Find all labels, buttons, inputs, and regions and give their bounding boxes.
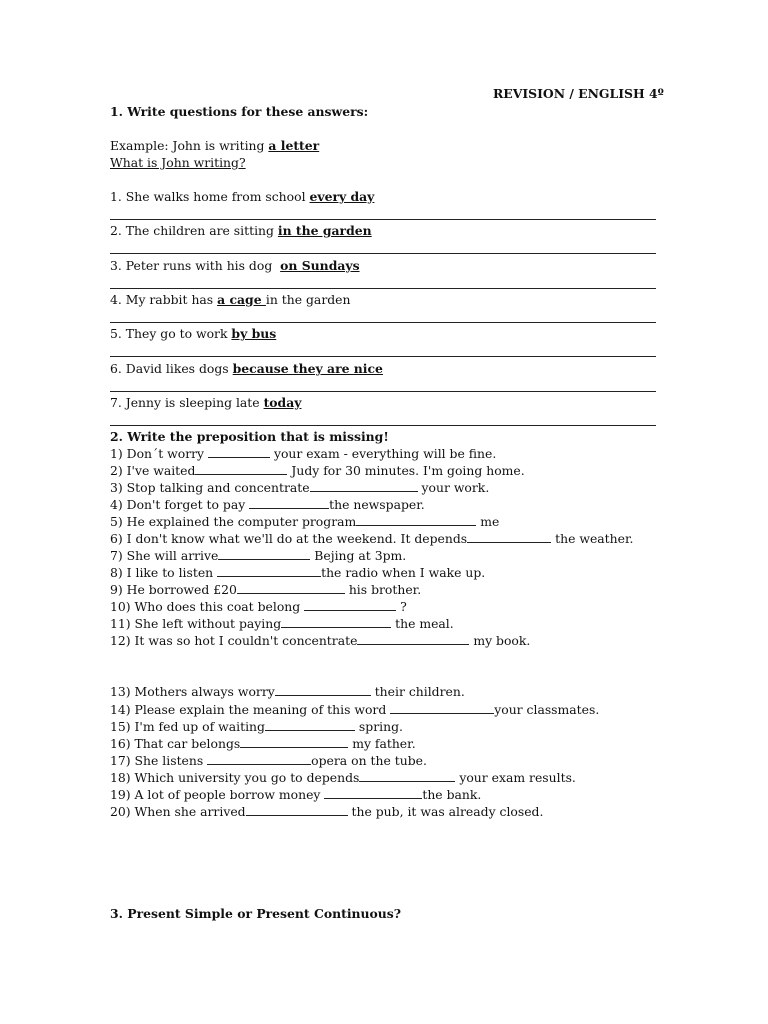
answer-line[interactable]	[110, 219, 656, 220]
gap-text-end: ?	[396, 599, 407, 614]
gap-text-start: 13) Mothers always worry	[110, 684, 275, 699]
answer-line[interactable]	[110, 288, 656, 289]
gap-blank[interactable]	[240, 736, 348, 748]
gap-item	[110, 565, 485, 580]
question-item	[110, 189, 374, 204]
gap-item	[110, 582, 421, 597]
gap-item	[110, 548, 406, 563]
question-text: 7. Jenny is sleeping late	[110, 395, 264, 410]
gap-item	[110, 804, 543, 819]
gap-text-start: 9) He borrowed £20	[110, 582, 237, 597]
gap-text-end: your work.	[417, 480, 490, 495]
gap-text-end: your exam results.	[455, 770, 576, 785]
gap-blank[interactable]	[249, 497, 329, 509]
gap-text-end: my father.	[348, 736, 416, 751]
gap-text-start: 16) That car belongs	[110, 736, 241, 751]
gap-text-end: the meal.	[391, 616, 454, 631]
section3-title: 3. Present Simple or Present Continuous?	[110, 906, 402, 921]
gap-text-end: your exam - everything will be fine.	[270, 446, 497, 461]
question-text: 5. They go to work	[110, 326, 232, 341]
question-emphasis: because they are nice	[232, 361, 383, 376]
question-item	[110, 326, 276, 341]
gap-text-start: 11) She left without paying	[110, 616, 282, 631]
gap-item	[110, 770, 576, 785]
gap-blank[interactable]	[356, 514, 476, 526]
gap-text-start: 3) Stop talking and concentrate	[110, 480, 310, 495]
gap-blank[interactable]	[265, 719, 355, 731]
gap-item	[110, 599, 407, 614]
gap-blank[interactable]	[246, 804, 348, 816]
gap-text-end: the newspaper.	[329, 497, 425, 512]
gap-item	[110, 616, 454, 631]
gap-item	[110, 480, 489, 495]
gap-text-start: 2) I've waited	[110, 463, 196, 478]
question-text: 4. My rabbit has	[110, 292, 218, 307]
gap-blank[interactable]	[467, 531, 551, 543]
gap-text-start: 7) She will arrive	[110, 548, 219, 563]
gap-blank[interactable]	[218, 548, 310, 560]
example-prefix: Example: John is writing	[110, 138, 269, 153]
gap-text-start: 5) He explained the computer program	[110, 514, 357, 529]
gap-text-start: 20) When she arrived	[110, 804, 246, 819]
gap-item	[110, 736, 416, 751]
gap-text-end: Bejing at 3pm.	[310, 548, 407, 563]
gap-item	[110, 463, 525, 478]
section2-title: 2. Write the preposition that is missing!	[110, 429, 389, 444]
question-text: 1. She walks home from school	[110, 189, 310, 204]
question-emphasis: today	[263, 395, 302, 410]
example-line	[110, 138, 319, 153]
gap-text-start: 17) She listens	[110, 753, 208, 768]
gap-item	[110, 702, 599, 717]
gap-text-end: the radio when I wake up.	[321, 565, 486, 580]
section1-title: 1. Write questions for these answers:	[110, 104, 369, 119]
question-item	[110, 258, 360, 273]
gap-blank[interactable]	[275, 684, 371, 696]
gap-text-end: the pub, it was already closed.	[347, 804, 544, 819]
gap-text-end: the bank.	[422, 787, 482, 802]
gap-text-start: 18) Which university you go to depends	[110, 770, 360, 785]
question-item	[110, 223, 372, 238]
gap-item	[110, 787, 481, 802]
question-text: 6. David likes dogs	[110, 361, 233, 376]
gap-text-start: 6) I don't know what we'll do at the weekend. It depends	[110, 531, 468, 546]
answer-line[interactable]	[110, 425, 656, 426]
gap-item	[110, 719, 403, 734]
question-text: 2. The children are sitting	[110, 223, 278, 238]
question-item	[110, 395, 301, 410]
gap-text-end: your classmates.	[494, 702, 600, 717]
gap-item	[110, 684, 465, 699]
gap-text-end: spring.	[354, 719, 403, 734]
gap-text-end: me	[476, 514, 500, 529]
gap-item	[110, 633, 530, 648]
gap-blank[interactable]	[208, 446, 270, 458]
gap-blank[interactable]	[217, 565, 321, 577]
gap-blank[interactable]	[207, 753, 311, 765]
question-item	[110, 361, 383, 376]
gap-blank[interactable]	[359, 770, 455, 782]
gap-item	[110, 497, 425, 512]
gap-item	[110, 514, 499, 529]
gap-blank[interactable]	[195, 463, 287, 475]
question-emphasis: a cage	[217, 292, 266, 307]
answer-line[interactable]	[110, 356, 656, 357]
gap-text-start: 12) It was so hot I couldn't concentrate	[110, 633, 358, 648]
gap-blank[interactable]	[304, 599, 396, 611]
answer-line[interactable]	[110, 322, 656, 323]
gap-text-start: 1) Don´t worry	[110, 446, 208, 461]
gap-item	[110, 753, 427, 768]
gap-text-start: 15) I'm fed up of waiting	[110, 719, 265, 734]
example-answer: What is John writing?	[110, 155, 246, 170]
gap-text-start: 14) Please explain the meaning of this word	[110, 702, 391, 717]
gap-item	[110, 531, 633, 546]
answer-line[interactable]	[110, 391, 656, 392]
gap-item	[110, 446, 496, 461]
worksheet-title: REVISION / ENGLISH 4º	[493, 86, 664, 101]
gap-blank[interactable]	[237, 582, 345, 594]
gap-text-end: my book.	[469, 633, 531, 648]
question-emphasis: by bus	[231, 326, 277, 341]
gap-blank[interactable]	[310, 480, 418, 492]
gap-blank[interactable]	[324, 787, 422, 799]
gap-text-start: 8) I like to listen	[110, 565, 218, 580]
gap-text-end: Judy for 30 minutes. I'm going home.	[287, 463, 525, 478]
gap-blank[interactable]	[390, 702, 494, 714]
example-emphasis: a letter	[268, 138, 320, 153]
question-text: 3. Peter runs with his dog	[110, 258, 281, 273]
question-emphasis: in the garden	[277, 223, 372, 238]
question-text-end: in the garden	[265, 292, 351, 307]
gap-blank[interactable]	[281, 616, 391, 628]
gap-text-start: 19) A lot of people borrow money	[110, 787, 325, 802]
gap-text-start: 4) Don't forget to pay	[110, 497, 250, 512]
gap-text-end: their children.	[370, 684, 465, 699]
question-item	[110, 292, 351, 307]
question-emphasis: every day	[309, 189, 375, 204]
gap-blank[interactable]	[357, 633, 469, 645]
gap-text-end: the weather.	[551, 531, 634, 546]
gap-text-end: his brother.	[344, 582, 422, 597]
question-emphasis: on Sundays	[280, 258, 360, 273]
answer-line[interactable]	[110, 253, 656, 254]
gap-text-end: opera on the tube.	[311, 753, 427, 768]
gap-text-start: 10) Who does this coat belong	[110, 599, 305, 614]
